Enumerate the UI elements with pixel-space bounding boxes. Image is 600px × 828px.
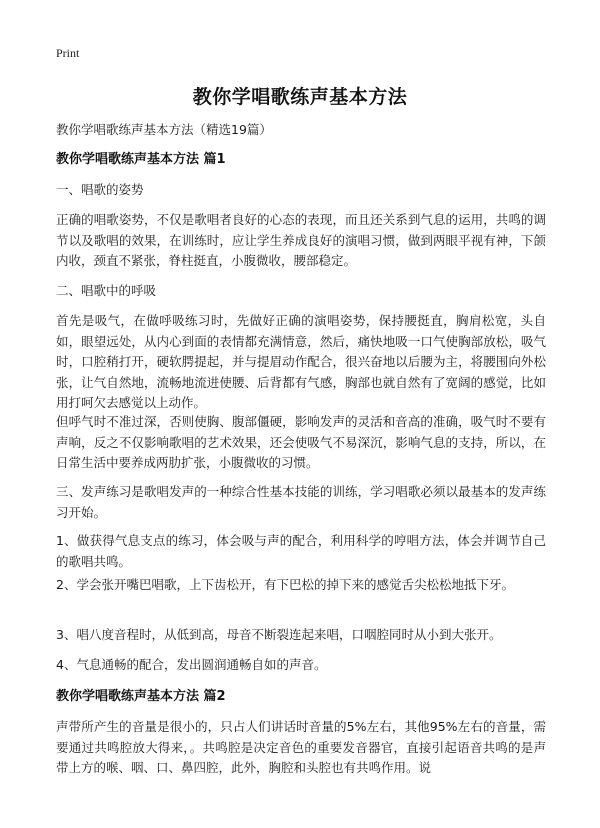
paragraph: 正确的唱歌姿势，不仅是歌唱者良好的心态的表现，而且还关系到气息的运用，共鸣的调节以及歌唱的效果，在训练时，应让学生养成良好的演唱习惯，做到两眼平视有神，下颌内收，颈直不紧张，脊柱挺直，小腹微收，腰部稳定。 [56,212,546,268]
print-label: Print [56,46,80,60]
list-item: 4、气息通畅的配合，发出圆润通畅自如的声音。 [56,657,327,672]
document-title: 教你学唱歌练声基本方法 [192,86,408,108]
subheading-breathing: 二、唱歌中的呼吸 [56,283,157,298]
paragraph: 首先是吸气，在做呼吸练习时，先做好正确的演唱姿势，保持腰挺直，胸肩松宽，头自如，眼望远处，从内心到面的表情都充满情意，然后，痛快地吸一口气使胸部放松，吸气时，口腔稍打开，硬软腭提起，并与提眉动作配合，很兴奋地以后腰为主，将腰围向外松张，让气自然地，流畅地流进使腰、后背都有气感，胸部也就自然有了宽阔的感觉，比如用打呵欠去感觉以上动作。 [56,313,546,410]
list-item: 1、做获得气息支点的练习，体会吸与声的配合，利用科学的哼唱方法，体会并调节自己的歌唱共鸣。 [56,533,546,569]
document-subtitle: 教你学唱歌练声基本方法（精选19篇） [56,122,272,137]
paragraph: 三、发声练习是歌唱发声的一种综合性基本技能的训练，学习唱歌必须以最基本的发声练习开始。 [56,484,546,520]
paragraph: 但呼气时不准过深，否则使胸、腹部僵硬，影响发声的灵活和音高的准确，吸气时不要有声响，反之不仅影响歌唱的艺术效果，还会使吸气不易深沉，影响气息的支持，所以，在日常生活中要养成两肋扩张，小腹微收的习惯。 [56,414,546,470]
list-item: 2、学会张开嘴巴唱歌，上下齿松开，有下巴松的掉下来的感觉舌尖松松地抵下牙。 [56,577,514,592]
paragraph: 声带所产生的音量是很小的，只占人们讲话时音量的5%左右，其他95%左右的音量，需要通过共鸣腔放大得来，。共鸣腔是决定音色的重要发音器官，直接引起语音共鸣的是声带上方的喉、咽、口、鼻四腔，此外，胸腔和头腔也有共鸣作用。说 [56,719,546,775]
subheading-posture: 一、唱歌的姿势 [56,182,144,197]
section-heading-1: 教你学唱歌练声基本方法 篇1 [56,152,226,167]
list-item: 3、唱八度音程时，从低到高，母音不断裂连起来唱，口咽腔同时从小到大张开。 [56,627,502,642]
section-heading-2: 教你学唱歌练声基本方法 篇2 [56,689,226,704]
